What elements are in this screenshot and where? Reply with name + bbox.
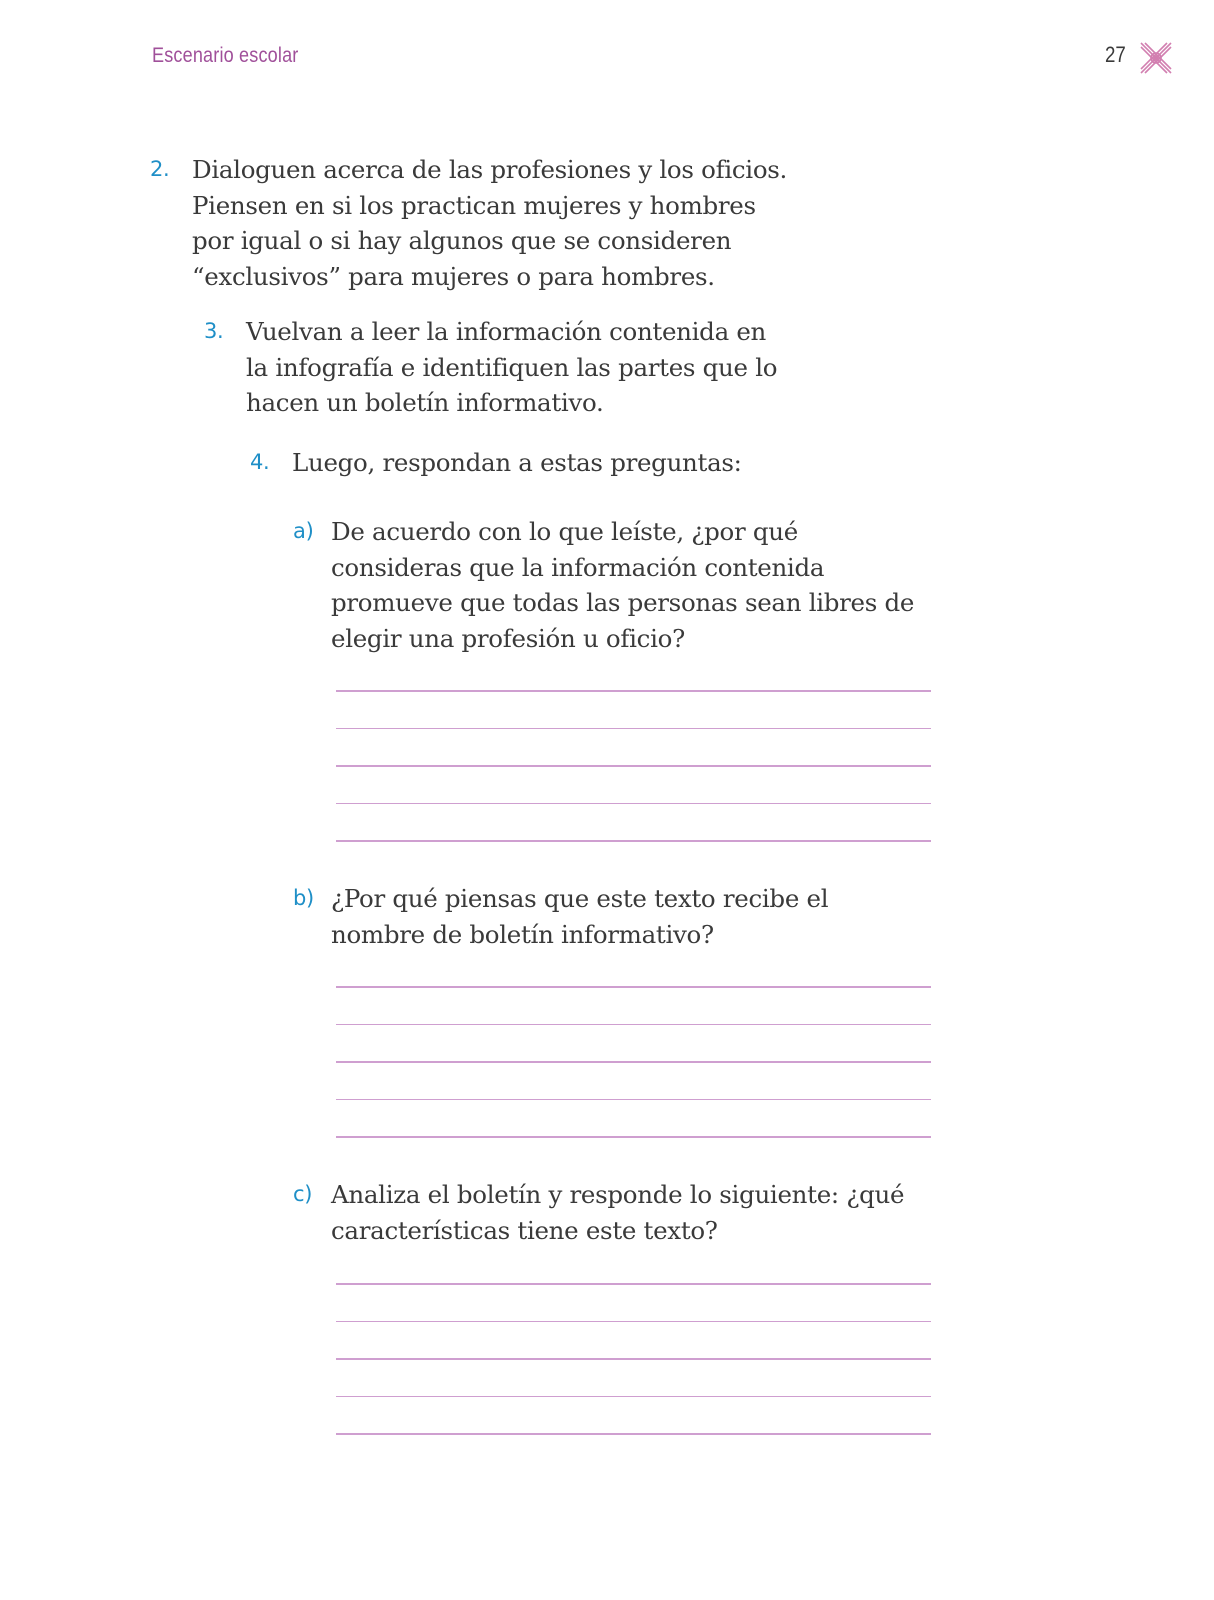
question-label: c) — [293, 1182, 313, 1206]
instruction-item-4 — [250, 445, 850, 481]
question-label: b) — [293, 886, 314, 910]
answer-line[interactable] — [336, 1136, 931, 1138]
item-text-line: Piensen en si los practican mujeres y hombres — [192, 190, 756, 220]
instruction-item-2 — [150, 152, 850, 294]
answer-line[interactable] — [336, 1061, 931, 1063]
answer-line[interactable] — [336, 803, 931, 805]
answer-line[interactable] — [336, 728, 931, 730]
item-number: 3. — [204, 319, 224, 343]
answer-line[interactable] — [336, 765, 931, 767]
question-text-line: promueve que todas las personas sean libres de — [331, 588, 915, 617]
answer-area-c[interactable] — [336, 1283, 931, 1471]
question-c — [293, 1177, 933, 1248]
answer-area-b[interactable] — [336, 986, 931, 1174]
question-text-line: características tiene este texto? — [331, 1215, 718, 1245]
answer-line[interactable] — [336, 1024, 931, 1026]
item-text-line: hacen un boletín informativo. — [246, 388, 604, 417]
answer-area-a[interactable] — [336, 690, 931, 878]
answer-line[interactable] — [336, 1396, 931, 1398]
question-text-line: De acuerdo con lo que leíste, ¿por qué — [331, 517, 798, 546]
item-text-line: “exclusivos” para mujeres o para hombres. — [192, 261, 715, 291]
item-number: 2. — [150, 157, 170, 181]
item-text-line: por igual o si hay algunos que se consideren — [192, 226, 732, 255]
answer-line[interactable] — [336, 1433, 931, 1435]
question-text-line: consideras que la información contenida — [331, 552, 825, 582]
item-text-line: Luego, respondan a estas preguntas: — [292, 448, 742, 477]
item-text-line: Dialoguen acerca de las profesiones y los oficios. — [192, 155, 788, 184]
item-text-line: Vuelvan a leer la información contenida en — [246, 317, 767, 346]
answer-line[interactable] — [336, 840, 931, 842]
instruction-item-3 — [204, 314, 844, 421]
question-text-line: nombre de boletín informativo? — [331, 919, 714, 949]
question-b — [293, 881, 933, 952]
answer-line[interactable] — [336, 690, 931, 692]
answer-line[interactable] — [336, 986, 931, 988]
question-text-line: elegir una profesión u oficio? — [331, 623, 685, 653]
header-title: Escenario escolar — [152, 44, 299, 67]
item-number: 4. — [250, 450, 270, 474]
answer-line[interactable] — [336, 1321, 931, 1323]
question-text-line: ¿Por qué piensas que este texto recibe el — [331, 884, 829, 913]
woven-star-icon — [1138, 40, 1174, 76]
item-text-line: la infografía e identifiquen las partes que lo — [246, 352, 778, 382]
answer-line[interactable] — [336, 1358, 931, 1360]
question-label: a) — [293, 519, 314, 543]
page-number: 27 — [1105, 42, 1126, 67]
question-text-line: Analiza el boletín y responde lo siguiente: ¿qué — [331, 1180, 905, 1209]
question-a — [293, 514, 933, 656]
answer-line[interactable] — [336, 1099, 931, 1101]
answer-line[interactable] — [336, 1283, 931, 1285]
